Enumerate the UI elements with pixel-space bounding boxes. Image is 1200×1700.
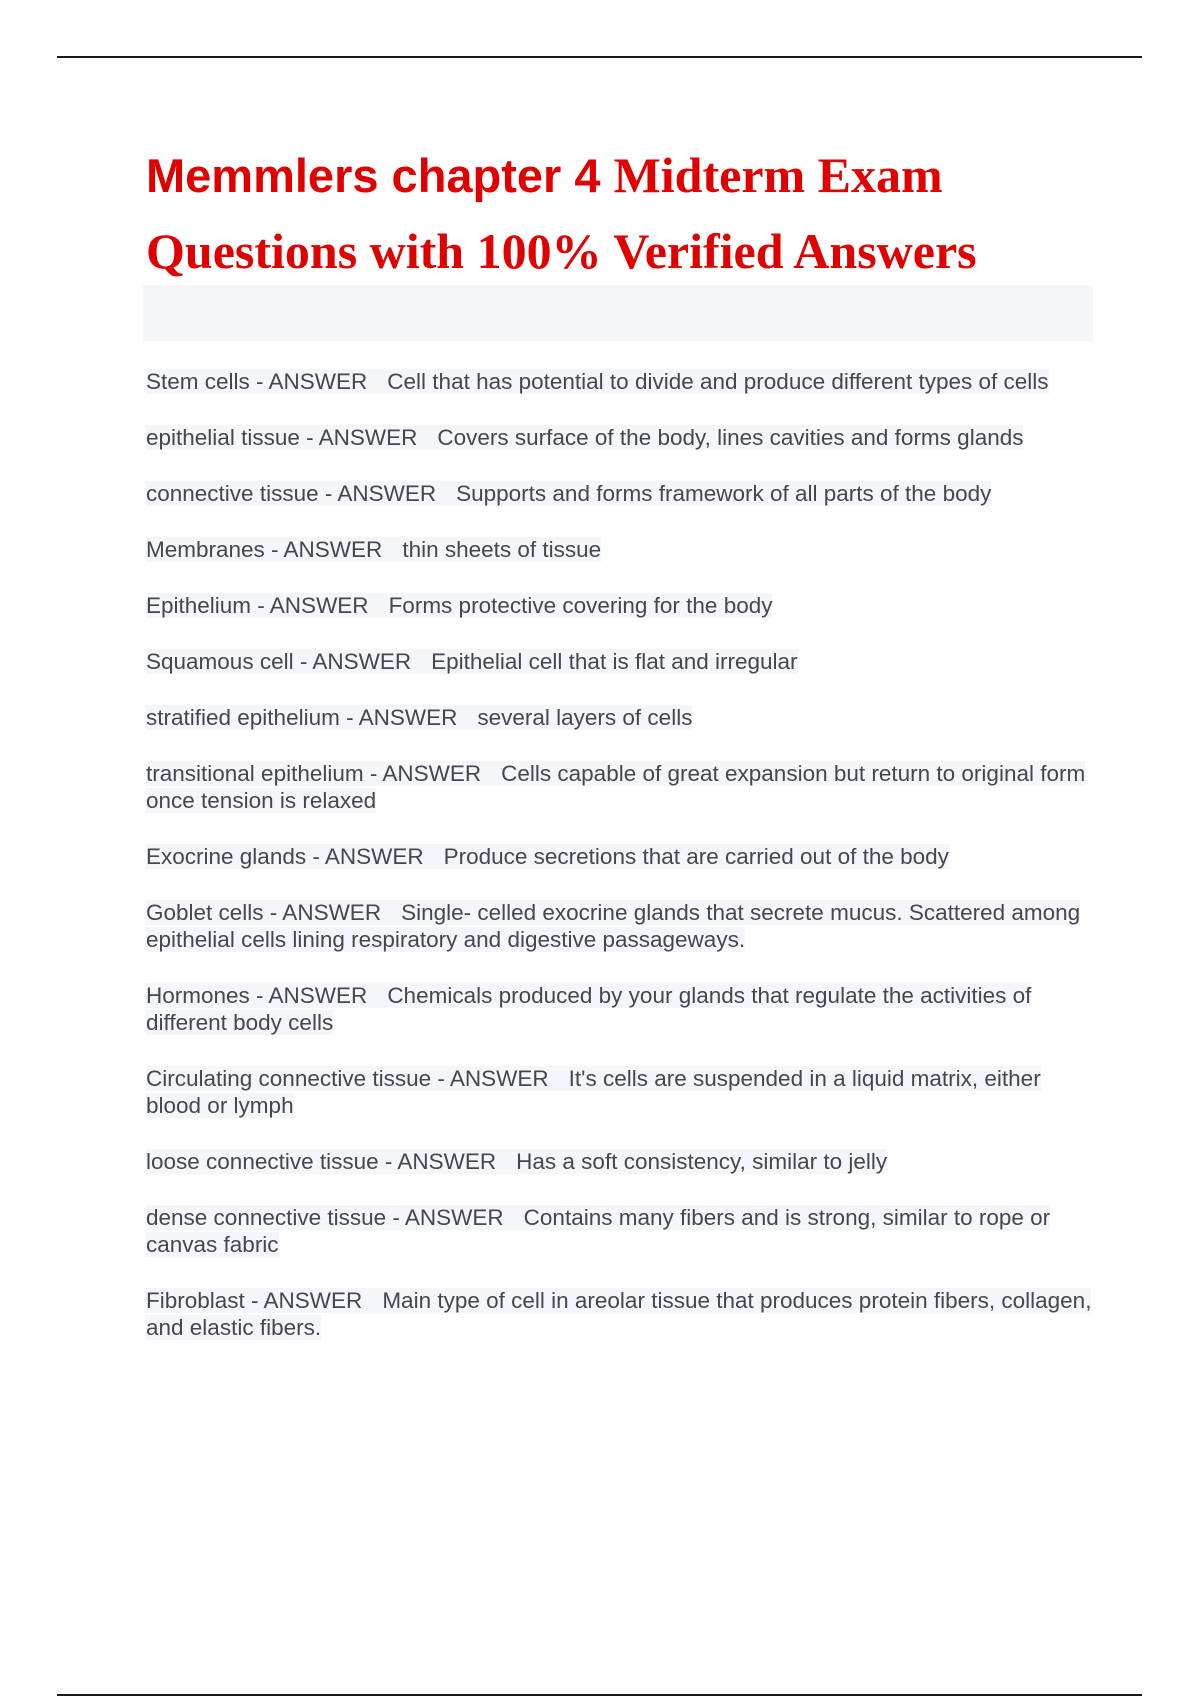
qa-term: Fibroblast - ANSWER [146, 1288, 363, 1313]
qa-answer: Contains many fibers and is strong, similar to rope or canvas fabric [146, 1205, 1051, 1257]
qa-term: connective tissue - ANSWER [146, 481, 437, 506]
qa-item [146, 760, 1096, 814]
qa-answer: Cells capable of great expansion but return to original form once tension is relaxed [146, 761, 1086, 813]
qa-term: Circulating connective tissue - ANSWER [146, 1066, 549, 1091]
qa-item [146, 368, 1096, 395]
qa-answer: Single- celled exocrine glands that secrete mucus. Scattered among epithelial cells lining respiratory and digestive passageways. [146, 900, 1081, 952]
qa-text [146, 705, 692, 730]
qa-text [146, 537, 601, 562]
qa-text [146, 1149, 887, 1174]
qa-item [146, 899, 1096, 953]
qa-item [146, 536, 1096, 563]
qa-text [146, 425, 1023, 450]
qa-answer: several layers of cells [477, 705, 693, 730]
qa-item [146, 843, 1096, 870]
qa-text [146, 649, 798, 674]
qa-term: dense connective tissue - ANSWER [146, 1205, 504, 1230]
qa-term: Squamous cell - ANSWER [146, 649, 412, 674]
qa-answer: Supports and forms framework of all parts of the body [456, 481, 992, 506]
bottom-rule [57, 1694, 1142, 1696]
qa-text [146, 983, 1031, 1035]
qa-term: Membranes - ANSWER [146, 537, 383, 562]
qa-term: epithelial tissue - ANSWER [146, 425, 418, 450]
qa-item [146, 424, 1096, 451]
qa-text [146, 761, 1085, 813]
qa-answer: Forms protective covering for the body [388, 593, 773, 618]
qa-answer: thin sheets of tissue [402, 537, 602, 562]
qa-item [146, 648, 1096, 675]
qa-item [146, 1204, 1096, 1258]
qa-text [146, 1288, 1091, 1340]
qa-answer: Produce secretions that are carried out of the body [443, 844, 949, 869]
qa-term: Stem cells - ANSWER [146, 369, 368, 394]
qa-term: loose connective tissue - ANSWER [146, 1149, 497, 1174]
qa-answer: Covers surface of the body, lines cavities and forms glands [437, 425, 1024, 450]
qa-item [146, 704, 1096, 731]
qa-text [146, 844, 949, 869]
qa-answer: Has a soft consistency, similar to jelly [516, 1149, 888, 1174]
qa-term: Epithelium - ANSWER [146, 593, 369, 618]
qa-item [146, 982, 1096, 1036]
qa-item [146, 1287, 1096, 1341]
qa-answer: Cell that has potential to divide and produce different types of cells [387, 369, 1049, 394]
qa-item [146, 1148, 1096, 1175]
qa-answer: Epithelial cell that is flat and irregular [431, 649, 798, 674]
document-title [146, 140, 1086, 292]
qa-text [146, 900, 1080, 952]
qa-term: Goblet cells - ANSWER [146, 900, 382, 925]
qa-answer: It's cells are suspended in a liquid matrix, either blood or lymph [146, 1066, 1041, 1118]
top-rule [57, 56, 1142, 58]
qa-term: transitional epithelium - ANSWER [146, 761, 482, 786]
qa-text [146, 1066, 1041, 1118]
qa-term: Exocrine glands - ANSWER [146, 844, 424, 869]
qa-item [146, 1065, 1096, 1119]
qa-text [146, 369, 1049, 394]
qa-term: Hormones - ANSWER [146, 983, 368, 1008]
qa-answer: Main type of cell in areolar tissue that produces protein fibers, collagen, and elastic fibers. [146, 1288, 1092, 1340]
qa-answer: Chemicals produced by your glands that regulate the activities of different body cells [146, 983, 1032, 1035]
qa-text [146, 481, 991, 506]
qa-item [146, 480, 1096, 507]
qa-item [146, 592, 1096, 619]
qa-text [146, 593, 772, 618]
title-part-1: Memmlers chapter 4 [146, 149, 614, 202]
header-spacer [143, 285, 1093, 341]
title-part-2: Midterm Exam Questions with 100% Verified Answers [146, 147, 977, 279]
qa-text [146, 1205, 1050, 1257]
qa-list [146, 368, 1096, 1370]
qa-term: stratified epithelium - ANSWER [146, 705, 458, 730]
